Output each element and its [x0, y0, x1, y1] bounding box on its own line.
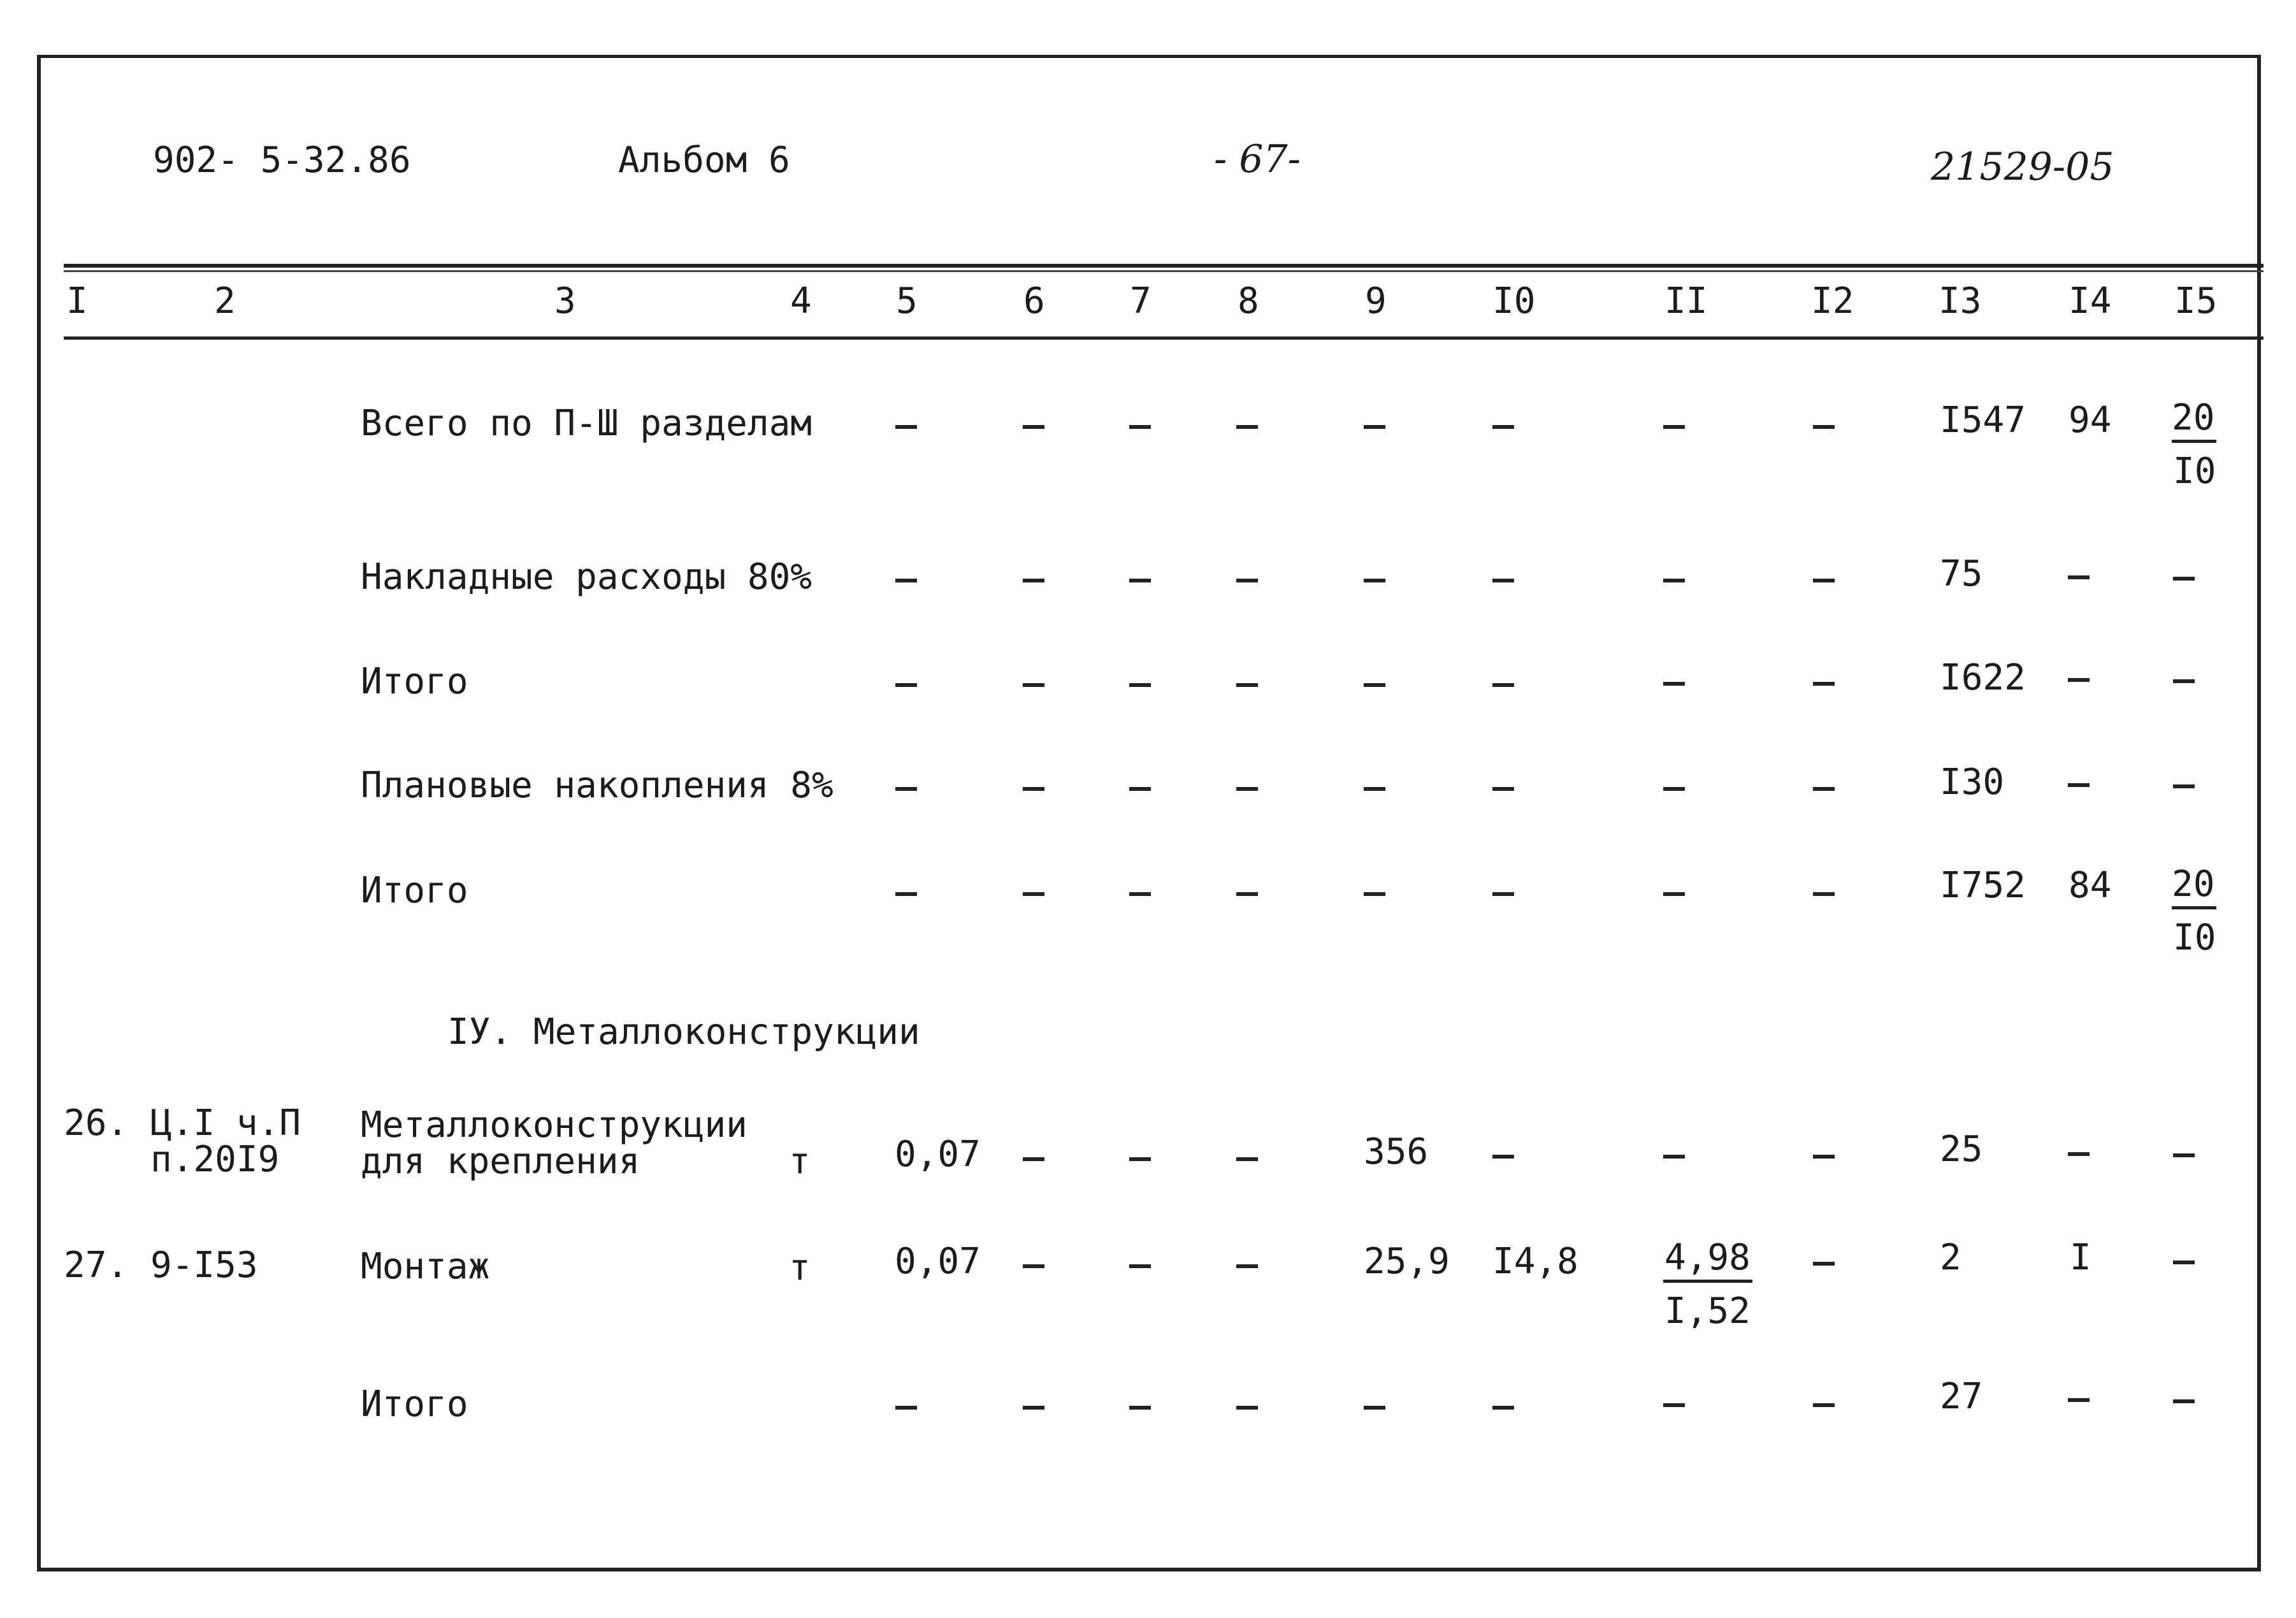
cell-col5: 0,07: [895, 1134, 981, 1175]
dash: [2173, 577, 2195, 581]
dash: [1129, 683, 1151, 687]
dash: [1129, 425, 1151, 429]
unit: т: [789, 1141, 811, 1182]
price-code: Ц.I ч.П: [150, 1102, 301, 1144]
table-top-rule: [64, 264, 2264, 268]
row-name: Монтаж: [361, 1246, 490, 1287]
dash: [1813, 1155, 1835, 1159]
cell-col14: 94: [2069, 400, 2112, 441]
dash: [1492, 1155, 1514, 1159]
dash: [1023, 425, 1044, 429]
col-header-5: 5: [896, 280, 918, 322]
col-header-4: 4: [790, 280, 812, 322]
dash: [1023, 892, 1044, 896]
dash: [895, 425, 917, 429]
dash: [1364, 1406, 1385, 1410]
dash: [1023, 1406, 1044, 1410]
cell-col9: 356: [1364, 1131, 1429, 1173]
dash: [1813, 1262, 1835, 1266]
dash: [2173, 1260, 2195, 1264]
col-header-14: I4: [2069, 280, 2112, 322]
dash: [2173, 1153, 2195, 1157]
dash: [1813, 1403, 1835, 1407]
dash: [1236, 425, 1258, 429]
dash: [1023, 1264, 1044, 1268]
col-header-13: I3: [1939, 280, 1982, 322]
row-name-line2: для крепления: [361, 1141, 640, 1182]
cell-col13: 2: [1940, 1237, 1961, 1278]
row-name: Металлоконструкции: [361, 1104, 747, 1146]
dash: [2068, 1398, 2090, 1402]
cell-col13: 25: [1940, 1129, 1983, 1170]
col-header-3: 3: [554, 280, 576, 322]
price-code: 9-I53: [150, 1245, 258, 1286]
price-code-line2: п.20I9: [150, 1139, 280, 1180]
dash: [1129, 1264, 1151, 1268]
fraction-numerator: 20: [2172, 397, 2215, 438]
dash: [2068, 678, 2090, 682]
col-header-15: I5: [2174, 280, 2218, 322]
unit: т: [789, 1247, 811, 1289]
table-top-rule-inner: [64, 270, 2264, 272]
dash: [1813, 579, 1835, 582]
section-heading: IУ. Металлоконструкции: [447, 1011, 920, 1053]
dash: [1663, 682, 1685, 686]
dash: [1129, 787, 1151, 791]
dash: [1236, 1264, 1258, 1268]
dash: [1236, 579, 1258, 582]
dash: [1236, 787, 1258, 791]
dash: [1663, 425, 1685, 429]
page-number: - 67-: [1214, 137, 1301, 182]
fraction-denominator: I,52: [1664, 1290, 1751, 1332]
cell-col14: I: [2070, 1237, 2091, 1278]
dash: [895, 579, 917, 582]
col-header-9: 9: [1365, 280, 1387, 322]
fraction-line: [1663, 1280, 1752, 1283]
dash: [895, 1406, 917, 1410]
cell-col14: 84: [2069, 865, 2112, 906]
cell-col5: 0,07: [895, 1241, 981, 1282]
album-label: Альбом 6: [618, 140, 790, 181]
dash: [1236, 683, 1258, 687]
dash: [1364, 892, 1385, 896]
dash: [1129, 579, 1151, 582]
dash: [1492, 425, 1514, 429]
cell-col13: 27: [1940, 1376, 1983, 1417]
dash: [1023, 787, 1044, 791]
dash: [1813, 425, 1835, 429]
col-header-12: I2: [1811, 280, 1854, 322]
dash: [2068, 575, 2090, 579]
cell-col9: 25,9: [1364, 1241, 1450, 1282]
fraction-denominator: I0: [2173, 451, 2216, 492]
dash: [1023, 579, 1044, 582]
cell-col13: I752: [1940, 865, 2026, 906]
dash: [1023, 1157, 1044, 1161]
row-name: Плановые накопления 8%: [361, 765, 834, 806]
dash: [1492, 787, 1514, 791]
row-number: 27.: [64, 1245, 129, 1286]
dash: [1364, 787, 1385, 791]
dash: [2068, 1152, 2090, 1156]
col-header-8: 8: [1238, 280, 1259, 322]
dash: [1364, 683, 1385, 687]
col-header-1: I: [66, 280, 88, 322]
col-header-11: II: [1664, 280, 1708, 322]
dash: [895, 787, 917, 791]
dash: [1813, 682, 1835, 686]
row-name: Итого: [361, 870, 468, 911]
col-header-2: 2: [214, 280, 236, 322]
fraction-denominator: I0: [2173, 917, 2216, 958]
doc-code: 902- 5-32.86: [153, 140, 411, 181]
dash: [2173, 784, 2195, 788]
fraction-line: [2172, 440, 2216, 443]
dash: [895, 683, 917, 687]
inventory-number: 21529-05: [1931, 145, 2114, 189]
fraction-line: [2172, 906, 2216, 909]
cell-col13: I30: [1940, 762, 2005, 803]
dash: [1129, 892, 1151, 896]
dash: [1364, 579, 1385, 582]
col-header-7: 7: [1130, 280, 1152, 322]
dash: [1813, 787, 1835, 791]
dash: [2173, 1399, 2195, 1403]
dash: [1492, 683, 1514, 687]
dash: [1236, 892, 1258, 896]
dash: [1813, 892, 1835, 896]
cell-col13: 75: [1940, 553, 1983, 595]
dash: [1364, 425, 1385, 429]
dash: [2068, 783, 2090, 787]
row-name: Итого: [361, 661, 468, 702]
dash: [1663, 892, 1685, 896]
dash: [1663, 1155, 1685, 1159]
fraction-numerator: 20: [2172, 863, 2215, 905]
fraction-numerator: 4,98: [1664, 1237, 1751, 1278]
dash: [1236, 1157, 1258, 1161]
row-number: 26.: [64, 1102, 129, 1144]
dash: [895, 892, 917, 896]
dash: [1492, 892, 1514, 896]
dash: [1129, 1157, 1151, 1161]
dash: [1023, 683, 1044, 687]
row-name: Итого: [361, 1383, 468, 1425]
dash: [1663, 579, 1685, 582]
row-name: Всего по П-Ш разделам: [361, 403, 812, 444]
dash: [1663, 1403, 1685, 1407]
dash: [1236, 1406, 1258, 1410]
cell-col10: I4,8: [1492, 1241, 1578, 1282]
col-header-10: I0: [1492, 280, 1536, 322]
dash: [1492, 1406, 1514, 1410]
row-name: Накладные расходы 80%: [361, 556, 812, 598]
dash: [1663, 787, 1685, 791]
cell-col13: I547: [1940, 400, 2026, 441]
cell-col13: I622: [1940, 657, 2026, 698]
dash: [1492, 579, 1514, 582]
dash: [2173, 679, 2195, 683]
col-header-6: 6: [1023, 280, 1045, 322]
dash: [1129, 1406, 1151, 1410]
table-header-rule: [64, 336, 2264, 340]
